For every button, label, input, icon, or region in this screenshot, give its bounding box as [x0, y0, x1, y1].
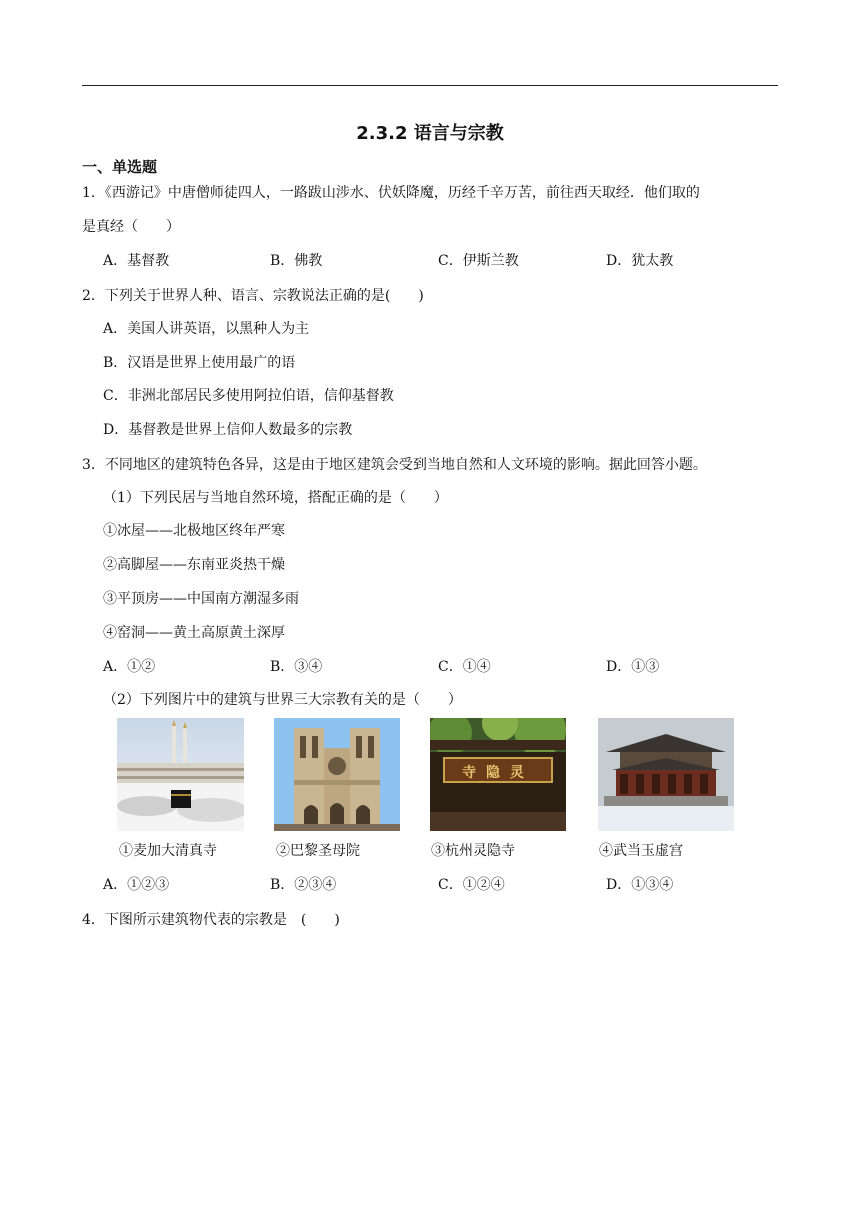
q2-option-a: A．美国人讲英语，以黑种人为主	[103, 321, 310, 337]
lingyin-temple-image	[430, 718, 566, 831]
q3-sub1-item-1: ①冰屋——北极地区终年严寒	[103, 523, 285, 539]
q2-option-b: B．汉语是世界上使用最广的语	[103, 355, 296, 371]
q1-stem-line1: 1．《西游记》中唐僧师徒四人，一路跋山涉水、伏妖降魔，历经千辛万苦，前往西天取经．他们取的	[82, 185, 700, 201]
q3-sub1-option-a: A．①②	[103, 659, 156, 675]
q3-sub1-option-d: D．①③	[606, 659, 660, 675]
q1-stem-line2: 是真经（ ）	[82, 219, 180, 235]
q3-stem: 3．不同地区的建筑特色各异，这是由于地区建筑会受到当地自然和人文环境的影响。据此回答小题。	[82, 457, 707, 473]
mecca-mosque-image	[117, 718, 244, 831]
q1-option-d: D．犹太教	[606, 253, 674, 269]
caption-notre-dame: ②巴黎圣母院	[276, 843, 360, 859]
q3-sub2-option-d: D．①③④	[606, 877, 674, 893]
wudang-palace-image	[598, 718, 734, 831]
page-title: 2.3.2 语言与宗教	[356, 123, 504, 144]
q1-option-a: A．基督教	[103, 253, 170, 269]
q1-option-b: B．佛教	[270, 253, 323, 269]
q1-option-c: C．伊斯兰教	[438, 253, 519, 269]
q3-sub2-option-b: B．②③④	[270, 877, 337, 893]
q2-option-d: D．基督教是世界上信仰人数最多的宗教	[103, 422, 353, 438]
q3-sub1-item-2: ②高脚屋——东南亚炎热干燥	[103, 557, 285, 573]
q3-sub1-item-3: ③平顶房——中国南方潮湿多雨	[103, 591, 299, 607]
caption-lingyin: ③杭州灵隐寺	[431, 843, 515, 859]
plaque-text: 寺隐灵	[462, 765, 534, 781]
q2-stem: 2．下列关于世界人种、语言、宗教说法正确的是( )	[82, 288, 424, 304]
header-rule	[82, 85, 778, 86]
q3-sub1-stem: （1）下列民居与当地自然环境，搭配正确的是（ ）	[103, 490, 448, 506]
q3-sub2-option-a: A．①②③	[103, 877, 170, 893]
caption-mecca: ①麦加大清真寺	[119, 843, 217, 859]
q3-sub2-option-c: C．①②④	[438, 877, 505, 893]
q3-sub1-option-c: C．①④	[438, 659, 491, 675]
section-heading: 一、单选题	[82, 158, 158, 176]
caption-wudang: ④武当玉虚宫	[599, 843, 683, 859]
q3-sub2-stem: （2）下列图片中的建筑与世界三大宗教有关的是（ ）	[103, 692, 462, 708]
q3-sub1-item-4: ④窑洞——黄土高原黄土深厚	[103, 625, 285, 641]
notre-dame-image	[274, 718, 400, 831]
q4-stem: 4．下图所示建筑物代表的宗教是 ( )	[82, 912, 340, 928]
q3-sub1-option-b: B．③④	[270, 659, 323, 675]
q2-option-c: C．非洲北部居民多使用阿拉伯语，信仰基督教	[103, 388, 394, 404]
